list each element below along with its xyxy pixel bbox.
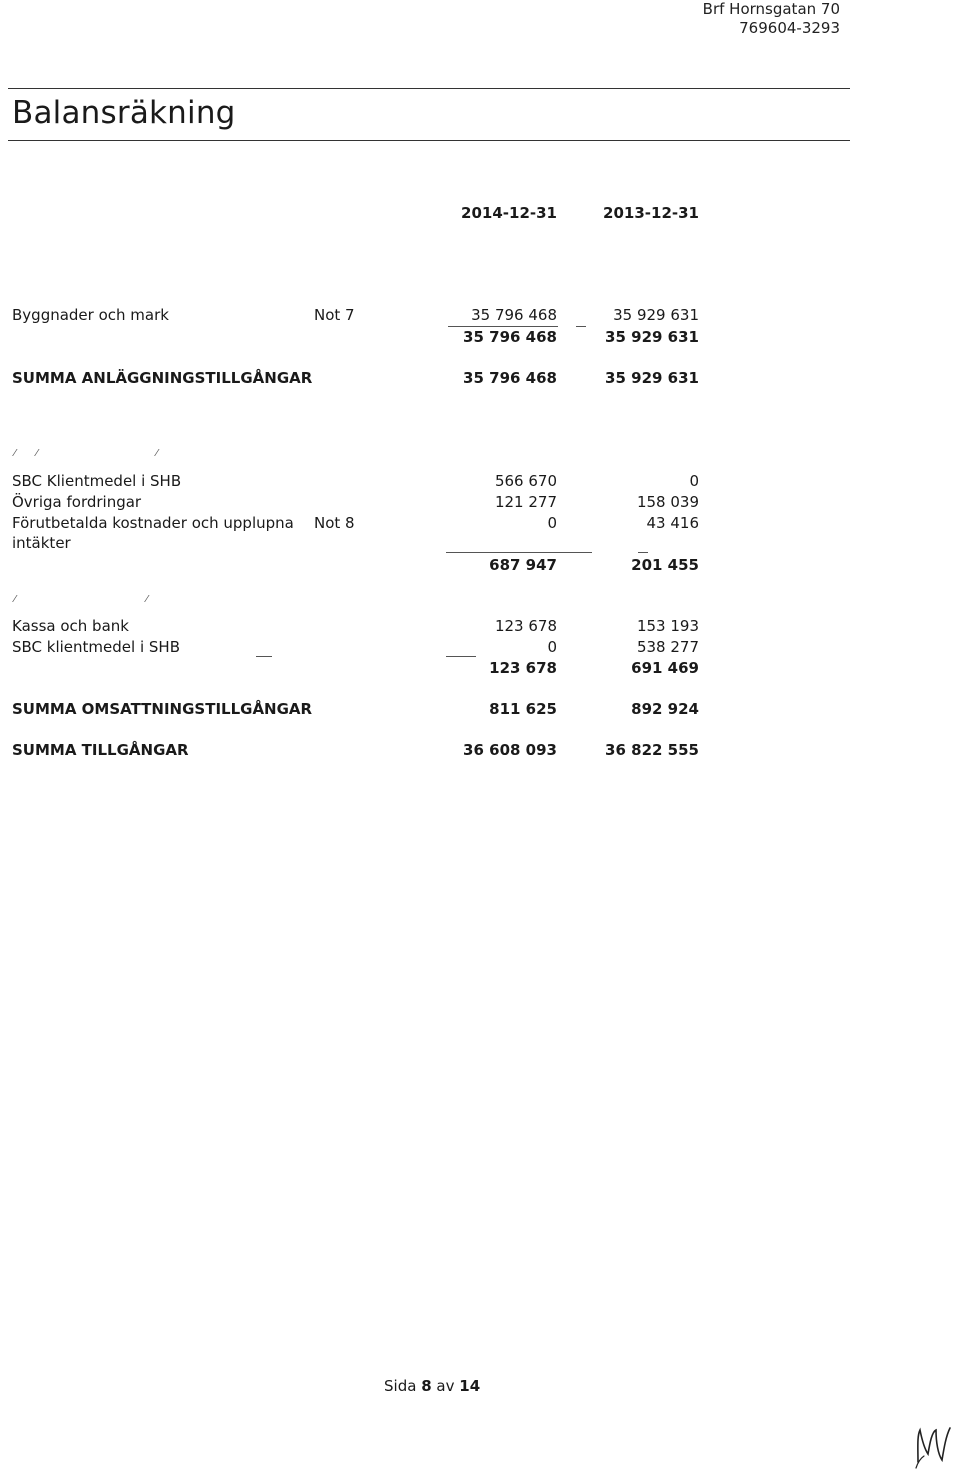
value-byggnader-current: 35 796 468	[471, 306, 557, 324]
summa-tillgangar-label: SUMMA TILLGÅNGAR	[12, 741, 189, 759]
value-ovriga-fordringar-previous: 158 039	[636, 493, 699, 511]
check-mark: ⁄	[156, 448, 158, 459]
column-header-current: 2014-12-31	[461, 204, 557, 222]
value-kassa-bank-current: 123 678	[494, 617, 557, 635]
summa-omsattning-previous: 892 924	[631, 700, 699, 718]
value-forutbetalda-previous: 43 416	[646, 514, 699, 532]
row-label-sbc-klientmedel: SBC Klientmedel i SHB	[12, 472, 182, 490]
subtotal-kassa-current: 123 678	[489, 659, 557, 677]
page-footer	[384, 1377, 480, 1395]
row-label-ovriga-fordringar: Övriga fordringar	[12, 493, 142, 511]
summa-omsattning-label: SUMMA OMSATTNINGSTILLGÅNGAR	[12, 700, 313, 718]
row-label-sbc-klientmedel-2: SBC klientmedel i SHB	[12, 638, 180, 656]
summa-anlaggning-current: 35 796 468	[463, 369, 557, 387]
subtotal-line-mark	[638, 552, 648, 553]
column-header-previous: 2013-12-31	[603, 204, 699, 222]
check-mark: ⁄	[14, 594, 16, 605]
subtotal-line-mark	[576, 326, 586, 327]
footer-page: 8	[421, 1377, 432, 1395]
subtotal-anlaggning-current: 35 796 468	[463, 328, 557, 346]
footer-prefix: Sida	[384, 1377, 417, 1395]
subtotal-line-current	[446, 552, 592, 553]
value-ovriga-fordringar-current: 121 277	[494, 493, 557, 511]
row-label-forutbetalda-cont: intäkter	[12, 534, 71, 552]
value-sbc-klientmedel-2-current: 0	[547, 638, 557, 656]
check-mark: ⁄	[36, 448, 38, 459]
row-note-forutbetalda: Not 8	[314, 514, 355, 532]
subtotal-line-current	[446, 656, 476, 657]
row-label-kassa-bank: Kassa och bank	[12, 617, 129, 635]
subtotal-anlaggning-previous: 35 929 631	[605, 328, 699, 346]
value-sbc-klientmedel-current: 566 670	[494, 472, 557, 490]
subtotal-kassa-previous: 691 469	[631, 659, 699, 677]
value-sbc-klientmedel-2-previous: 538 277	[636, 638, 699, 656]
dash-mark	[256, 656, 272, 657]
subtotal-fordringar-current: 687 947	[489, 556, 557, 574]
value-forutbetalda-current: 0	[547, 514, 557, 532]
check-mark: ⁄	[146, 594, 148, 605]
check-mark: ⁄	[14, 448, 16, 459]
subtotal-line-current	[448, 326, 558, 327]
summa-anlaggning-previous: 35 929 631	[605, 369, 699, 387]
org-number: 769604-3293	[739, 19, 840, 37]
company-name: Brf Hornsgatan 70	[702, 0, 840, 18]
summa-anlaggning-label: SUMMA ANLÄGGNINGSTILLGÅNGAR	[12, 369, 313, 387]
value-byggnader-previous: 35 929 631	[613, 306, 699, 324]
footer-total: 14	[459, 1377, 481, 1395]
summa-tillgangar-previous: 36 822 555	[605, 741, 699, 759]
subtotal-fordringar-previous: 201 455	[631, 556, 699, 574]
footer-sep: av	[436, 1377, 455, 1395]
value-kassa-bank-previous: 153 193	[636, 617, 699, 635]
summa-tillgangar-current: 36 608 093	[463, 741, 557, 759]
row-label-byggnader: Byggnader och mark	[12, 306, 169, 324]
value-sbc-klientmedel-previous: 0	[689, 472, 699, 490]
row-label-forutbetalda: Förutbetalda kostnader och upplupna	[12, 514, 294, 532]
row-note-byggnader: Not 7	[314, 306, 355, 324]
summa-omsattning-current: 811 625	[489, 700, 557, 718]
signature-initials	[912, 1418, 956, 1472]
title-rule-bottom	[8, 140, 850, 141]
title-rule-top	[8, 88, 850, 89]
page-title: Balansräkning	[12, 95, 236, 131]
